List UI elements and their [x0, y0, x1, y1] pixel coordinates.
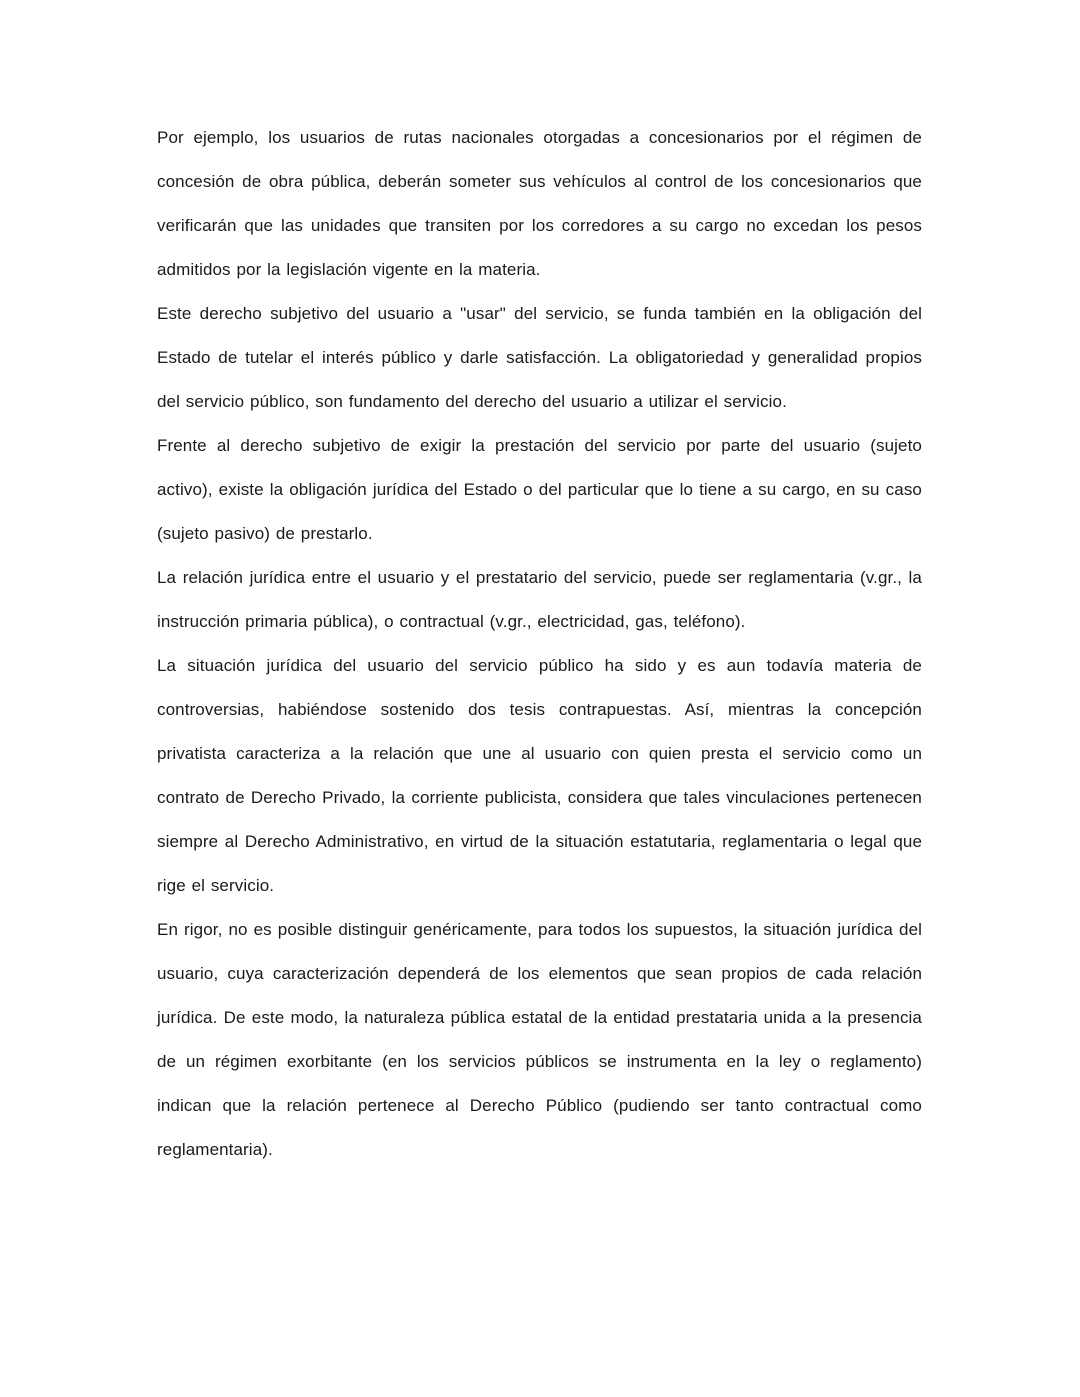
paragraph-subjective-right: Este derecho subjetivo del usuario a "usar" del servicio, se funda también en la obligación del Estado de tutelar el interés público y darle satisfacción. La obligatoriedad y generalidad propios del servicio público, son fundamento del derecho del usuario a utilizar el servicio.: [157, 304, 922, 411]
paragraph-example-concessions: Por ejemplo, los usuarios de rutas nacionales otorgadas a concesionarios por el régimen de concesión de obra pública, deberán someter sus vehículos al control de los concesionarios que verificarán que las unidades que transiten por los corredores a su cargo no excedan los pesos admitidos por la legislación vigente en la materia.: [157, 128, 922, 279]
paragraph-state-obligation: Frente al derecho subjetivo de exigir la prestación del servicio por parte del usuario (sujeto activo), existe la obligación jurídica del Estado o del particular que lo tiene a su cargo, en su caso (sujeto pasivo) de prestarlo.: [157, 436, 922, 543]
paragraph-legal-relationship: La relación jurídica entre el usuario y el prestatario del servicio, puede ser reglamentaria (v.gr., la instrucción primaria pública), o contractual (v.gr., electricidad, gas, teléfono).: [157, 568, 922, 631]
paragraph-legal-situation-controversy: La situación jurídica del usuario del servicio público ha sido y es aun todavía materia de controversias, habiéndose sostenido dos tesis contrapuestas. Así, mientras la concepción privatista caracteriza a la relación que une al usuario con quien presta el servicio como un contrato de Derecho Privado, la corriente publicista, considera que tales vinculaciones pertenecen siempre al Derecho Administrativo, en virtud de la situación estatutaria, reglamentaria o legal que rige el servicio.: [157, 656, 922, 895]
paragraph-conclusion-public-law: En rigor, no es posible distinguir genéricamente, para todos los supuestos, la situación jurídica del usuario, cuya caracterización dependerá de los elementos que sean propios de cada relación jurídica. De este modo, la naturaleza pública estatal de la entidad prestataria unida a la presencia de un régimen exorbitante (en los servicios públicos se instrumenta en la ley o reglamento) indican que la relación pertenece al Derecho Público (pudiendo ser tanto contractual como reglamentaria).: [157, 920, 922, 1159]
